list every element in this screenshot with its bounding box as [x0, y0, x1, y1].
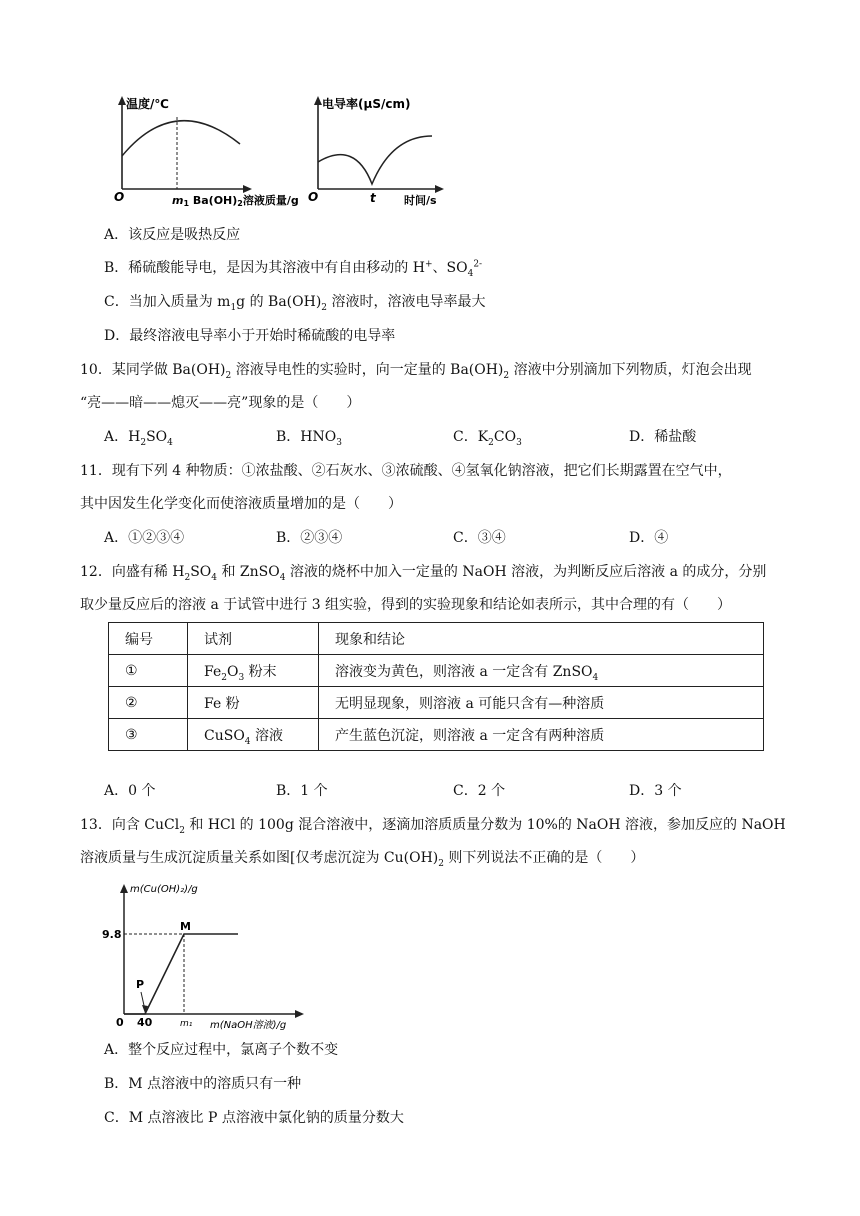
- precipitate-ylabel: m(Cu(OH)₂)/g: [130, 884, 198, 895]
- q12-option-d: D．3 个: [629, 783, 682, 799]
- conductivity-xlabel: 时间/s: [404, 194, 437, 207]
- q11-option-a: A．①②③④: [104, 530, 185, 546]
- table-header-result: 现象和结论: [319, 623, 764, 655]
- row-reagent: CuSO$_4$ 溶液: [188, 719, 319, 751]
- q10-option-a: A．$H_2SO_4$: [104, 429, 173, 448]
- q10-stem-line1: 10．某同学做 $Ba(OH)_2$ 溶液导电性的实验时，向一定量的 $Ba(OH)_2$ 溶液中分别滴加下列物质，灯泡会出现: [80, 362, 752, 381]
- table-row: [109, 687, 764, 719]
- q9-option-c: C．当加入质量为 $m_1g$ 的 $Ba(OH)_2$ 溶液时，溶液电导率最大: [104, 294, 486, 313]
- q12-option-b: B．1 个: [276, 783, 328, 799]
- temperature-chart: [114, 96, 299, 208]
- temperature-origin: O: [114, 190, 125, 204]
- row-reagent: $Fe_2O_3$ 粉末: [188, 655, 319, 687]
- precipitate-origin: 0: [116, 1016, 124, 1029]
- q9-option-b: B．稀硫酸能导电，是因为其溶液中有自由移动的 H+、$SO_4^{2-}$: [104, 259, 483, 279]
- precipitate-xtick-m1: m₁: [180, 1019, 193, 1029]
- row-no: ③: [109, 719, 188, 751]
- precipitate-chart: [100, 876, 320, 1036]
- row-reagent: Fe 粉: [188, 687, 319, 719]
- q12-table: [108, 622, 764, 751]
- precipitate-point-p: P: [136, 978, 145, 991]
- row-no: ①: [109, 655, 188, 687]
- q12-stem-line2: 取少量反应后的溶液 a 于试管中进行 3 组实验，得到的实验现象和结论如表所示，其中合理的有（ ）: [80, 597, 732, 613]
- q13-option-a: A．整个反应过程中，氯离子个数不变: [104, 1042, 339, 1058]
- precipitate-point-m: M: [180, 920, 191, 933]
- q10-option-d: D．稀盐酸: [629, 429, 697, 445]
- table-row: [109, 655, 764, 687]
- q13-option-c: C．M 点溶液比 P 点溶液中氯化钠的质量分数大: [104, 1110, 404, 1126]
- row-result: 产生蓝色沉淀，则溶液 a 一定含有两种溶质: [319, 719, 764, 751]
- q13-stem-line1: 13．向含 CuCl$_2$ 和 HCl 的 100g 混合溶液中，逐滴加溶质质量分数为 10%的 NaOH 溶液，参加反应的 NaOH: [80, 817, 786, 836]
- temperature-ylabel: 温度/℃: [126, 97, 169, 111]
- precipitate-xtick-40: 40: [137, 1016, 153, 1029]
- q13-option-b: B．M 点溶液中的溶质只有一种: [104, 1076, 302, 1092]
- precipitate-ytick: 9.8: [102, 928, 122, 941]
- conductivity-chart: [308, 96, 444, 207]
- q10-option-b: B．$HNO_3$: [276, 429, 342, 448]
- q12-option-c: C．2 个: [453, 783, 506, 799]
- table-row: [109, 719, 764, 751]
- q11-option-b: B．②③④: [276, 530, 343, 546]
- q13-stem-line2: 溶液质量与生成沉淀质量关系如图[仅考虑沉淀为 $Cu(OH)_2$ 则下列说法不正确的是（ ）: [80, 850, 645, 869]
- precipitate-xlabel: m(NaOH溶液)/g: [210, 1020, 287, 1031]
- row-no: ②: [109, 687, 188, 719]
- row-result: 无明显现象，则溶液 a 可能只含有—种溶质: [319, 687, 764, 719]
- q11-stem-line2: 其中因发生化学变化而使溶液质量增加的是（ ）: [80, 496, 402, 512]
- row-result: 溶液变为黄色，则溶液 a 一定含有 ZnSO$_4$: [319, 655, 764, 687]
- q12-stem-line1: 12．向盛有稀 $H_2SO_4$ 和 ZnSO$_4$ 溶液的烧杯中加入一定量的 NaOH 溶液，为判断反应后溶液 a 的成分，分别: [80, 564, 767, 583]
- table-header-row: [109, 623, 764, 655]
- table-header-reagent: 试剂: [188, 623, 319, 655]
- q10-option-c: C．$K_2CO_3$: [453, 429, 522, 448]
- q9-option-a: A．该反应是吸热反应: [104, 227, 241, 243]
- table-header-no: 编号: [109, 623, 188, 655]
- conductivity-origin: O: [308, 190, 319, 204]
- top-figures: [100, 86, 460, 216]
- q9-option-d: D．最终溶液电导率小于开始时稀硫酸的电导率: [104, 328, 396, 344]
- q11-option-d: D．④: [629, 530, 669, 546]
- conductivity-tick-t: t: [370, 191, 376, 205]
- q10-stem-line2: “亮——暗——熄灭——亮”现象的是（ ）: [80, 395, 361, 411]
- conductivity-ylabel: 电导率(μS/cm): [322, 97, 411, 111]
- q11-stem-line1: 11．现有下列 4 种物质：①浓盐酸、②石灰水、③浓硫酸、④氢氧化钠溶液，把它们长期露置在空气中，: [80, 463, 732, 479]
- q11-option-c: C．③④: [453, 530, 506, 546]
- temperature-xlabel: m1 Ba(OH)2溶液质量/g: [172, 194, 299, 208]
- q12-option-a: A．0 个: [104, 783, 156, 799]
